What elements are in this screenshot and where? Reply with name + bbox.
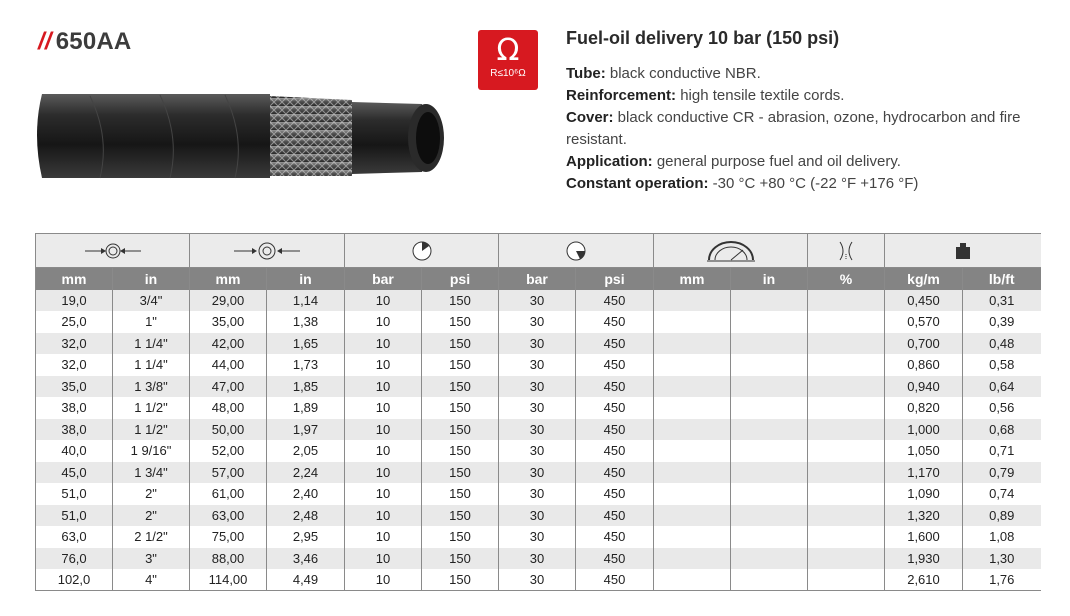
table-row xyxy=(36,333,1041,355)
table-cell: 0,48 xyxy=(963,333,1041,355)
table-cell xyxy=(808,354,885,376)
table-cell: 30 xyxy=(499,569,576,591)
table-cell xyxy=(654,354,731,376)
table-cell: 150 xyxy=(422,290,499,312)
table-cell: 38,0 xyxy=(36,397,113,419)
table-cell xyxy=(654,505,731,527)
table-cell: 3/4" xyxy=(113,290,190,312)
unit-header: % xyxy=(808,268,885,290)
table-cell: 0,58 xyxy=(963,354,1041,376)
table-cell xyxy=(654,483,731,505)
table-cell xyxy=(808,548,885,570)
table-cell: 1 1/4" xyxy=(113,354,190,376)
weight-icon xyxy=(885,234,1041,268)
table-cell: 47,00 xyxy=(190,376,267,398)
table-cell: 150 xyxy=(422,376,499,398)
table-cell: 1,85 xyxy=(267,376,345,398)
table-cell: 50,00 xyxy=(190,419,267,441)
unit-header: in xyxy=(267,268,345,290)
resistance-label: R≤10⁶Ω xyxy=(490,68,526,79)
table-row xyxy=(36,505,1041,527)
table-cell: 1 9/16" xyxy=(113,440,190,462)
spec-key: Cover: xyxy=(566,109,614,126)
table-cell: 450 xyxy=(576,526,654,548)
spec-key: Application: xyxy=(566,153,653,170)
inner-diameter-icon xyxy=(36,234,190,268)
table-cell: 1 3/8" xyxy=(113,376,190,398)
unit-header: bar xyxy=(499,268,576,290)
table-cell: 10 xyxy=(345,333,422,355)
table-cell xyxy=(654,548,731,570)
table-cell xyxy=(731,440,808,462)
table-cell: 2,48 xyxy=(267,505,345,527)
table-cell xyxy=(808,419,885,441)
table-cell: 19,0 xyxy=(36,290,113,312)
table-cell: 450 xyxy=(576,311,654,333)
table-cell: 1,320 xyxy=(885,505,963,527)
table-cell: 450 xyxy=(576,440,654,462)
table-cell xyxy=(808,483,885,505)
table-cell xyxy=(731,526,808,548)
working-pressure-icon xyxy=(345,234,499,268)
table-cell: 1,170 xyxy=(885,462,963,484)
table-cell: 76,0 xyxy=(36,548,113,570)
icon-header-row xyxy=(36,234,1041,268)
table-cell: 10 xyxy=(345,419,422,441)
table-cell: 10 xyxy=(345,483,422,505)
table-cell: 1,73 xyxy=(267,354,345,376)
spec-reinforcement xyxy=(566,85,1046,107)
table-cell: 0,450 xyxy=(885,290,963,312)
table-cell: 0,820 xyxy=(885,397,963,419)
spec-value: black conductive CR - abrasion, ozone, hydrocarbon and fire resistant. xyxy=(566,109,1021,148)
table-cell xyxy=(654,462,731,484)
table-cell: 30 xyxy=(499,526,576,548)
table-cell: 0,74 xyxy=(963,483,1041,505)
unit-header: psi xyxy=(422,268,499,290)
table-cell: 1,38 xyxy=(267,311,345,333)
table-cell: 150 xyxy=(422,526,499,548)
table-cell: 32,0 xyxy=(36,333,113,355)
table-cell: 42,00 xyxy=(190,333,267,355)
table-cell: 150 xyxy=(422,569,499,591)
table-row xyxy=(36,462,1041,484)
table-cell: 10 xyxy=(345,311,422,333)
table-cell: 0,89 xyxy=(963,505,1041,527)
table-cell: 3" xyxy=(113,548,190,570)
table-cell: 150 xyxy=(422,419,499,441)
table-cell: 150 xyxy=(422,483,499,505)
table-cell: 29,00 xyxy=(190,290,267,312)
spec-value: high tensile textile cords. xyxy=(676,87,845,104)
table-cell: 48,00 xyxy=(190,397,267,419)
product-code xyxy=(38,28,131,56)
table-cell: 450 xyxy=(576,397,654,419)
table-cell: 30 xyxy=(499,548,576,570)
table-cell: 450 xyxy=(576,376,654,398)
table-cell: 1,08 xyxy=(963,526,1041,548)
table-cell: 102,0 xyxy=(36,569,113,591)
spec-title: Fuel-oil delivery 10 bar (150 psi) xyxy=(566,28,840,48)
table-cell: 30 xyxy=(499,333,576,355)
table-cell: 450 xyxy=(576,548,654,570)
spec-value: general purpose fuel and oil delivery. xyxy=(652,153,901,170)
table-cell: 450 xyxy=(576,483,654,505)
table-cell xyxy=(808,505,885,527)
unit-header: mm xyxy=(36,268,113,290)
table-cell: 114,00 xyxy=(190,569,267,591)
table-cell: 30 xyxy=(499,419,576,441)
table-cell: 0,570 xyxy=(885,311,963,333)
table-cell: 150 xyxy=(422,505,499,527)
table-cell xyxy=(731,548,808,570)
table-cell: 1,090 xyxy=(885,483,963,505)
table-cell: 38,0 xyxy=(36,419,113,441)
table-cell: 150 xyxy=(422,440,499,462)
table-cell: 2,610 xyxy=(885,569,963,591)
table-cell: 4,49 xyxy=(267,569,345,591)
table-cell xyxy=(731,376,808,398)
table-cell: 1,000 xyxy=(885,419,963,441)
bend-radius-icon xyxy=(654,234,808,268)
spec-value: -30 °C +80 °C (-22 °F +176 °F) xyxy=(708,175,919,192)
table-cell: 44,00 xyxy=(190,354,267,376)
table-cell xyxy=(654,440,731,462)
table-cell: 1 1/2" xyxy=(113,419,190,441)
table-cell: 35,0 xyxy=(36,376,113,398)
table-cell: 1 3/4" xyxy=(113,462,190,484)
table-cell xyxy=(808,569,885,591)
table-cell: 2,05 xyxy=(267,440,345,462)
table-row xyxy=(36,397,1041,419)
table-cell: 10 xyxy=(345,548,422,570)
conductive-badge xyxy=(478,30,538,90)
table-cell xyxy=(731,397,808,419)
table-cell: 30 xyxy=(499,483,576,505)
table-cell xyxy=(654,419,731,441)
table-cell: 61,00 xyxy=(190,483,267,505)
table-cell: 2,24 xyxy=(267,462,345,484)
table-cell xyxy=(808,290,885,312)
spec-key: Reinforcement: xyxy=(566,87,677,104)
unit-header: psi xyxy=(576,268,654,290)
table-cell: 1,600 xyxy=(885,526,963,548)
table-cell: 10 xyxy=(345,462,422,484)
table-cell xyxy=(654,333,731,355)
table-cell: 0,79 xyxy=(963,462,1041,484)
spec-value: black conductive NBR. xyxy=(605,65,761,82)
table-cell: 450 xyxy=(576,354,654,376)
table-cell: 3,46 xyxy=(267,548,345,570)
spec-cover xyxy=(566,107,1046,151)
table-cell: 1" xyxy=(113,311,190,333)
table-cell: 51,0 xyxy=(36,505,113,527)
table-row xyxy=(36,376,1041,398)
table-cell xyxy=(731,569,808,591)
table-cell: 1 1/2" xyxy=(113,397,190,419)
table-cell: 10 xyxy=(345,354,422,376)
table-cell: 1,97 xyxy=(267,419,345,441)
product-code-text: 650AA xyxy=(55,28,132,55)
table-cell xyxy=(808,333,885,355)
table-cell: 0,71 xyxy=(963,440,1041,462)
table-cell: 30 xyxy=(499,311,576,333)
table-cell: 0,860 xyxy=(885,354,963,376)
table-cell: 0,68 xyxy=(963,419,1041,441)
table-cell: 150 xyxy=(422,548,499,570)
table-cell xyxy=(731,311,808,333)
table-row xyxy=(36,419,1041,441)
spec-key: Constant operation: xyxy=(566,175,709,192)
table-cell xyxy=(731,483,808,505)
table-cell: 0,39 xyxy=(963,311,1041,333)
table-cell: 10 xyxy=(345,376,422,398)
burst-pressure-icon xyxy=(499,234,654,268)
spec-block xyxy=(566,28,1046,195)
table-cell: 0,56 xyxy=(963,397,1041,419)
table-cell: 2" xyxy=(113,505,190,527)
table-cell: 45,0 xyxy=(36,462,113,484)
table-cell: 10 xyxy=(345,440,422,462)
table-cell xyxy=(654,290,731,312)
table-cell: 450 xyxy=(576,290,654,312)
table-cell: 30 xyxy=(499,376,576,398)
unit-header: bar xyxy=(345,268,422,290)
table-row xyxy=(36,440,1041,462)
table-row xyxy=(36,290,1041,312)
table-cell: 0,31 xyxy=(963,290,1041,312)
table-cell: 10 xyxy=(345,505,422,527)
unit-header: mm xyxy=(190,268,267,290)
table-cell: 150 xyxy=(422,311,499,333)
table-cell xyxy=(654,376,731,398)
table-cell xyxy=(654,311,731,333)
table-cell: 40,0 xyxy=(36,440,113,462)
table-cell: 450 xyxy=(576,505,654,527)
table-body xyxy=(36,290,1041,591)
spec-operation xyxy=(566,173,1046,195)
table-cell: 450 xyxy=(576,333,654,355)
table-cell: 2,40 xyxy=(267,483,345,505)
table-cell xyxy=(731,419,808,441)
table-cell xyxy=(808,462,885,484)
table-cell: 30 xyxy=(499,505,576,527)
table-cell: 1,14 xyxy=(267,290,345,312)
table-cell: 10 xyxy=(345,397,422,419)
unit-header: in xyxy=(113,268,190,290)
table-cell: 30 xyxy=(499,290,576,312)
table-cell xyxy=(808,376,885,398)
table-row xyxy=(36,311,1041,333)
table-cell: 150 xyxy=(422,397,499,419)
table-row xyxy=(36,354,1041,376)
vacuum-icon xyxy=(808,234,885,268)
table-cell: 1 1/4" xyxy=(113,333,190,355)
table-row xyxy=(36,548,1041,570)
outer-diameter-icon xyxy=(190,234,345,268)
table-cell xyxy=(808,526,885,548)
table-cell: 1,89 xyxy=(267,397,345,419)
table-cell: 10 xyxy=(345,569,422,591)
spec-application xyxy=(566,151,1046,173)
table-cell: 2 1/2" xyxy=(113,526,190,548)
table-cell: 75,00 xyxy=(190,526,267,548)
unit-header-row xyxy=(36,268,1041,290)
table-cell: 450 xyxy=(576,462,654,484)
unit-header: in xyxy=(731,268,808,290)
table-cell: 51,0 xyxy=(36,483,113,505)
table-cell: 2" xyxy=(113,483,190,505)
table-cell xyxy=(808,311,885,333)
table-row xyxy=(36,569,1041,591)
table-cell xyxy=(808,397,885,419)
table-cell xyxy=(808,440,885,462)
table-cell xyxy=(654,569,731,591)
table-cell: 0,64 xyxy=(963,376,1041,398)
table-cell: 150 xyxy=(422,333,499,355)
table-row xyxy=(36,483,1041,505)
table-cell: 88,00 xyxy=(190,548,267,570)
table-cell: 0,940 xyxy=(885,376,963,398)
unit-header: lb/ft xyxy=(963,268,1041,290)
table-cell xyxy=(731,354,808,376)
table-cell: 30 xyxy=(499,397,576,419)
table-cell: 450 xyxy=(576,569,654,591)
spec-tube xyxy=(566,63,1046,85)
table-cell: 4" xyxy=(113,569,190,591)
omega-icon: Ω xyxy=(496,33,520,68)
table-cell: 450 xyxy=(576,419,654,441)
table-cell: 150 xyxy=(422,354,499,376)
table-cell: 30 xyxy=(499,462,576,484)
table-cell: 10 xyxy=(345,526,422,548)
table-cell: 30 xyxy=(499,354,576,376)
table-cell xyxy=(731,290,808,312)
table-cell: 32,0 xyxy=(36,354,113,376)
table-row xyxy=(36,526,1041,548)
table-cell: 63,0 xyxy=(36,526,113,548)
table-cell: 57,00 xyxy=(190,462,267,484)
table-cell: 63,00 xyxy=(190,505,267,527)
table-cell xyxy=(731,462,808,484)
table-cell: 35,00 xyxy=(190,311,267,333)
accent-slashes: // xyxy=(38,28,52,55)
table-cell xyxy=(731,505,808,527)
table-cell: 1,930 xyxy=(885,548,963,570)
specification-table xyxy=(35,233,1041,591)
table-cell: 2,95 xyxy=(267,526,345,548)
table-cell: 0,700 xyxy=(885,333,963,355)
table-cell: 1,050 xyxy=(885,440,963,462)
table-cell xyxy=(654,526,731,548)
unit-header: kg/m xyxy=(885,268,963,290)
table-cell: 150 xyxy=(422,462,499,484)
table-cell xyxy=(654,397,731,419)
unit-header: mm xyxy=(654,268,731,290)
table-cell: 1,76 xyxy=(963,569,1041,591)
hose-image xyxy=(30,82,455,192)
table-cell: 1,65 xyxy=(267,333,345,355)
table-cell: 1,30 xyxy=(963,548,1041,570)
table-cell: 25,0 xyxy=(36,311,113,333)
table-cell: 52,00 xyxy=(190,440,267,462)
table-cell xyxy=(731,333,808,355)
spec-key: Tube: xyxy=(566,65,606,82)
table-cell: 10 xyxy=(345,290,422,312)
table-cell: 30 xyxy=(499,440,576,462)
